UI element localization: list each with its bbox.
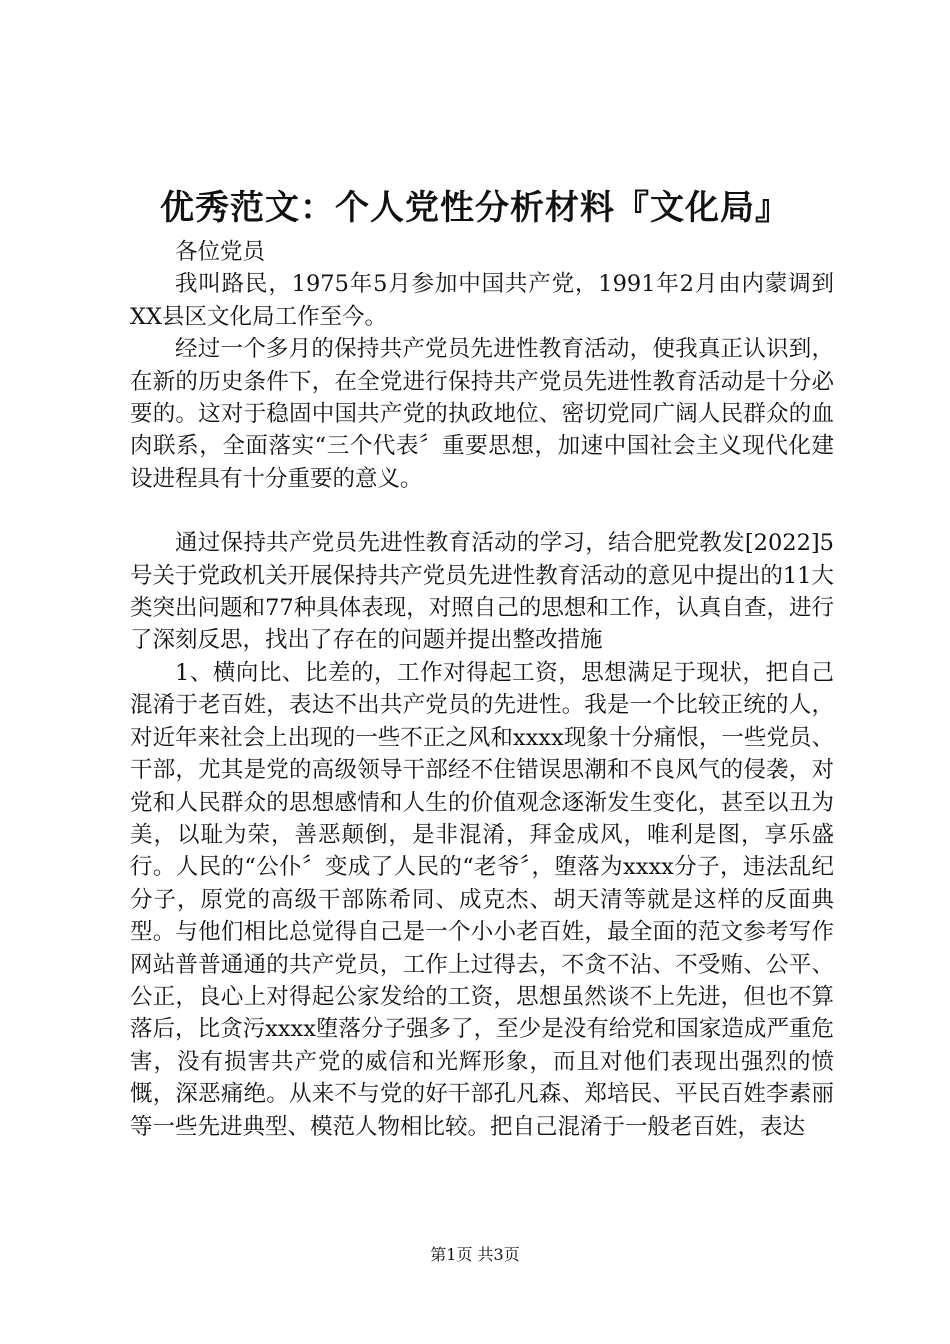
problem-one-paragraph: 1、横向比、比差的，工作对得起工资，思想满足于现状，把自己混淆于老百姓，表达不出共产党员的先进性。我是一个比较正统的人，对近年来社会上出现的一些不正之风和xxxx现象十分痛恨，一些党员、干部，尤其是党的高级领导干部经不住错误思潮和不良风气的侵袭，对党和人民群众的思想感情和人生的价值观念逐渐发生变化，甚至以丑为美，以耻为荣，善恶颠倒，是非混淆，拜金成风，唯利是图，享乐盛行。人民的“公仆〞变成了人民的“老爷〞，堕落为xxxx分子，违法乱纪分子，原党的高级干部陈希同、成克杰、胡天清等就是这样的反面典型。与他们相比总觉得自己是一个小小老百姓，最全面的范文参考写作网站普普通通的共产党员，工作上过得去，不贪不沾、不受贿、公平、公正，良心上对得起公家发给的工资，思想虽然谈不上先进，但也不算落后，比贪污xxxx堕落分子强多了，至少是没有给党和国家造成严重危害，没有损害共产党的威信和光辉形象，而且对他们表现出强烈的愤慨，深恶痛绝。从来不与党的好干部孔凡森、郑培民、平民百姓李素丽等一些先进典型、模范人物相比较。把自己混淆于一般老百姓，表达 [130,659,834,1140]
education-significance-paragraph: 经过一个多月的保持共产党员先进性教育活动，使我真正认识到，在新的历史条件下，在全党进行保持共产党员先进性教育活动是十分必要的。这对于稳固中国共产党的执政地位、密切党同广阔人民群众的血肉联系，全面落实“三个代表〞重要思想，加速中国社会主义现代化建设进程具有十分重要的意义。 [130,336,834,492]
document-title: 优秀范文：个人党性分析材料『文化局』 [160,188,790,228]
page-footer: 第1页 共3页 [430,1245,520,1264]
intro-paragraph: 我叫路民，1975年5月参加中国共产党，1991年2月由内蒙调到XX县区文化局工作至今。 [130,271,834,330]
document-body [130,236,834,1143]
salutation-paragraph: 各位党员 [175,239,266,265]
self-check-paragraph: 通过保持共产党员先进性教育活动的学习，结合肥党教发[2022]5号关于党政机关开展保持共产党员先进性教育活动的意见中提出的11大类突出问题和77种具体表现，对照自己的思想和工作，认真自查，进行了深刻反思，找出了存在的问题并提出整改措施 [130,530,834,654]
